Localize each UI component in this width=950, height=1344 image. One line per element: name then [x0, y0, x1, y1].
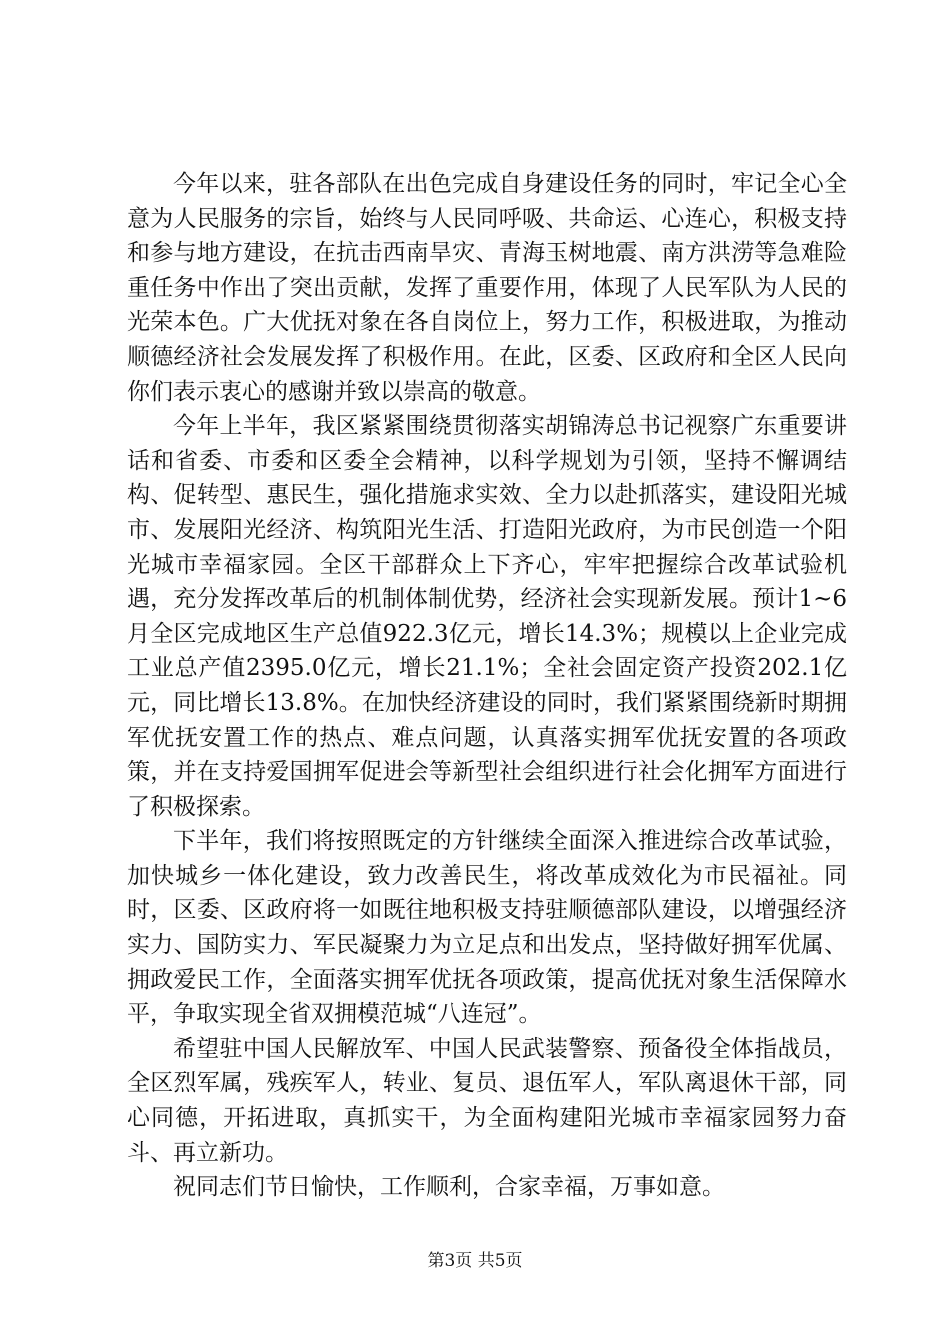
paragraph-3: 下半年，我们将按照既定的方针继续全面深入推进综合改革试验，加快城乡一体化建设，致力改善民生，将改革成效化为市民福祉。同时，区委、区政府将一如既往地积极支持驻顺德部队建设，以增强经济实力、国防实力、军民凝聚力为立足点和出发点，坚持做好拥军优属、拥政爱民工作，全面落实拥军优抚各项政策，提高优抚对象生活保障水平，争取实现全省双拥模范城“八连冠”。 — [127, 828, 847, 1028]
document-body — [127, 167, 847, 1205]
paragraph-4: 希望驻中国人民解放军、中国人民武装警察、预备役全体指战员，全区烈军属，残疾军人，转业、复员、退伍军人，军队离退休干部，同心同德，开拓进取，真抓实干，为全面构建阳光城市幸福家园努力奋斗、再立新功。 — [127, 1035, 847, 1166]
paragraph-5: 祝同志们节日愉快，工作顺利，合家幸福，万事如意。 — [173, 1174, 725, 1201]
page-number-footer: 第3页 共5页 — [427, 1251, 523, 1271]
paragraph-1: 今年以来，驻各部队在出色完成自身建设任务的同时，牢记全心全意为人民服务的宗旨，始终与人民同呼吸、共命运、心连心，积极支持和参与地方建设，在抗击西南旱灾、青海玉树地震、南方洪涝等急难险重任务中作出了突出贡献，发挥了重要作用，体现了人民军队为人民的光荣本色。广大优抚对象在各自岗位上，努力工作，积极进取，为推动顺德经济社会发展发挥了积极作用。在此，区委、区政府和全区人民向你们表示衷心的感谢并致以崇高的敬意。 — [127, 171, 847, 405]
paragraph-2: 今年上半年，我区紧紧围绕贯彻落实胡锦涛总书记视察广东重要讲话和省委、市委和区委全会精神，以科学规划为引领，坚持不懈调结构、促转型、惠民生，强化措施求实效、全力以赴抓落实，建设阳光城市、发展阳光经济、构筑阳光生活、打造阳光政府，为市民创造一个阳光城市幸福家园。全区干部群众上下齐心，牢牢把握综合改革试验机遇，充分发挥改革后的机制体制优势，经济社会实现新发展。预计1~6月全区完成地区生产总值922.3亿元，增长14.3%；规模以上企业完成工业总产值2395.0亿元，增长21.1%；全社会固定资产投资202.1亿元，同比增长13.8%。在加快经济建设的同时，我们紧紧围绕新时期拥军优抚安置工作的热点、难点问题，认真落实拥军优抚安置的各项政策，并在支持爱国拥军促进会等新型社会组织进行社会化拥军方面进行了积极探索。 — [127, 413, 847, 820]
